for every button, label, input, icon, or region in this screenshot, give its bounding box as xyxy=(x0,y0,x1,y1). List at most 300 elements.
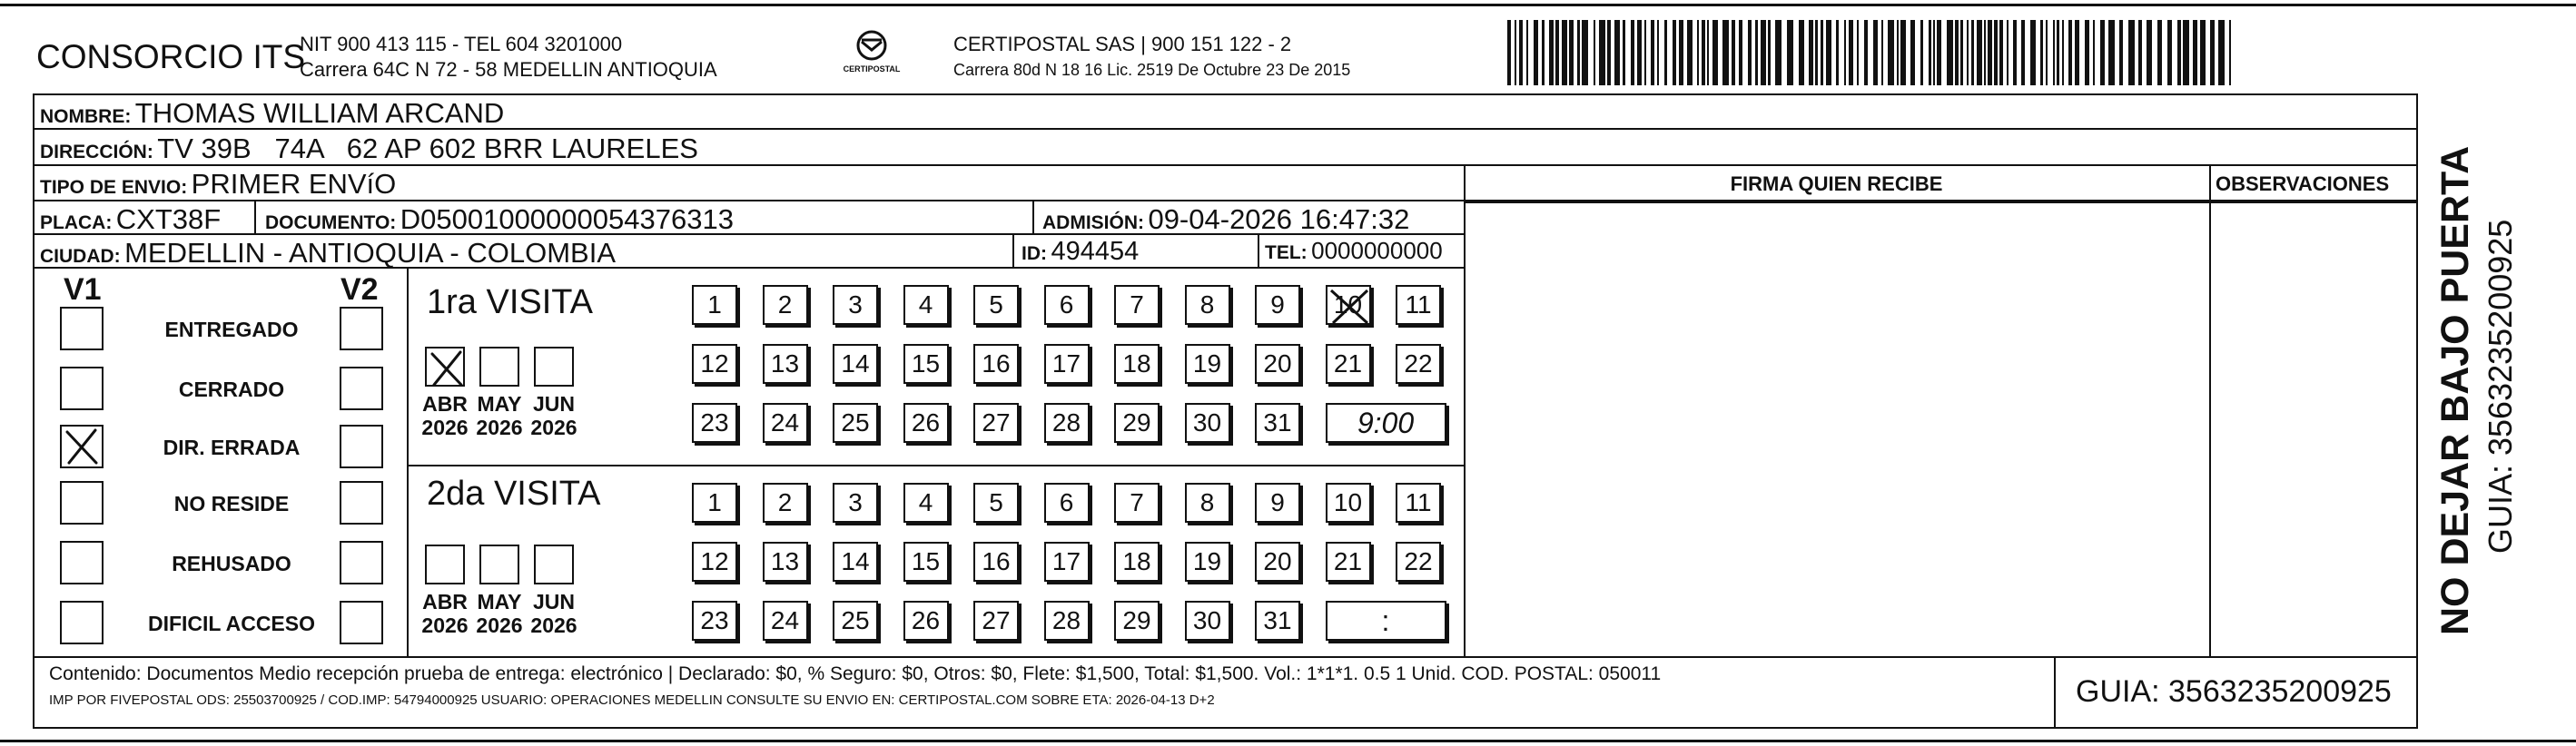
visit2-month-checkbox[interactable] xyxy=(425,545,465,584)
barcode-bar xyxy=(2128,20,2135,85)
tipo-envio-label: TIPO DE ENVIO: xyxy=(40,177,188,198)
barcode-bar xyxy=(1888,20,1894,85)
visit2-day-number: 7 xyxy=(1130,488,1144,516)
visit1-day-2[interactable] xyxy=(763,285,808,325)
barcode-bar xyxy=(2147,20,2152,85)
imp-line: IMP POR FIVEPOSTAL ODS: 25503700925 / COD.IMP: 54794000925 USUARIO: OPERACIONES MEDELLIN CONSULTE SU ENVIO EN: CERTIPOSTAL.COM SOBRE ETA: 2026-04-13 D+2 xyxy=(49,692,1215,708)
barcode-bar xyxy=(1748,20,1752,85)
barcode-bar xyxy=(1599,20,1605,85)
visit2-day-number: 25 xyxy=(841,606,870,634)
documento-value: D05001000000054376313 xyxy=(400,203,734,235)
visit2-day-number: 23 xyxy=(700,606,729,634)
visit1-day-29[interactable] xyxy=(1114,403,1160,443)
barcode-bar xyxy=(1722,20,1729,85)
barcode-bar xyxy=(1637,20,1642,85)
visit2-day-7[interactable] xyxy=(1114,483,1160,523)
visit2-day-17[interactable] xyxy=(1044,542,1090,582)
direccion-value: TV 39B 74A 62 AP 602 BRR LAURELES xyxy=(157,133,698,164)
visit1-day-27[interactable] xyxy=(973,403,1019,443)
direccion-label: DIRECCIÓN: xyxy=(40,142,153,162)
visit1-month-year: 2026 xyxy=(421,416,469,440)
visit1-day-number: 18 xyxy=(1122,349,1151,378)
visit1-month-checkbox[interactable] xyxy=(534,347,574,387)
barcode-bar xyxy=(1768,20,1771,85)
contenido-line: Contenido: Documentos Medio recepción prueba de entrega: electrónico | Declarado: $0, % Seguro: $0, Otros: $0, Flete: $1,500, Total: $1,500. Vol.: 1*1*1. 0.5 1 Unid. COD. POSTAL: 050011 xyxy=(49,663,1662,684)
status-v2-checkbox[interactable] xyxy=(340,307,383,350)
barcode-bar xyxy=(1673,20,1676,85)
visit2-title: 2da VISITA xyxy=(427,475,601,513)
visit1-day-16[interactable] xyxy=(973,344,1019,384)
visit2-day-9[interactable] xyxy=(1255,483,1300,523)
firma-header: FIRMA QUIEN RECIBE xyxy=(1730,172,1943,195)
visit1-day-number: 25 xyxy=(841,408,870,437)
visit2-day-5[interactable] xyxy=(973,483,1019,523)
barcode-bar xyxy=(1947,20,1953,85)
barcode-bar xyxy=(1864,20,1868,85)
visit1-day-17[interactable] xyxy=(1044,344,1090,384)
status-v2-checkbox[interactable] xyxy=(340,425,383,468)
visit2-time-field[interactable] xyxy=(1326,601,1446,641)
visit1-day-13[interactable] xyxy=(763,344,808,384)
grid-line xyxy=(33,93,2418,95)
visit2-day-number: 21 xyxy=(1333,547,1363,575)
grid-line xyxy=(33,93,35,729)
visit1-day-number: 21 xyxy=(1333,349,1363,378)
barcode-bar xyxy=(2119,20,2123,85)
barcode-bar xyxy=(1507,20,1511,85)
visit1-day-number: 13 xyxy=(770,349,800,378)
grid-line xyxy=(407,465,1464,466)
visit2-day-number: 31 xyxy=(1263,606,1292,634)
visit1-day-number: 27 xyxy=(982,408,1011,437)
status-label: REHUSADO xyxy=(172,552,291,575)
tipo-envio-row xyxy=(40,170,396,198)
visit1-day-number: 26 xyxy=(911,408,941,437)
visit1-time-field[interactable] xyxy=(1326,403,1446,443)
barcode-bar xyxy=(2108,20,2115,85)
top-border xyxy=(0,4,2576,6)
barcode-bar xyxy=(1910,20,1915,85)
v1-label: V1 xyxy=(64,272,102,307)
check-x-icon xyxy=(427,348,467,388)
barcode-bar xyxy=(1977,20,1982,85)
visit1-day-25[interactable] xyxy=(833,403,878,443)
visit1-day-23[interactable] xyxy=(692,403,737,443)
visit1-day-12[interactable] xyxy=(692,344,737,384)
visit2-day-number: 9 xyxy=(1270,488,1285,516)
status-v1-checkbox[interactable] xyxy=(60,481,104,525)
visit1-day-11[interactable] xyxy=(1396,285,1441,325)
barcode-bar xyxy=(2075,20,2079,85)
visit1-day-20[interactable] xyxy=(1255,344,1300,384)
visit1-day-number: 3 xyxy=(848,290,863,319)
visit1-day-18[interactable] xyxy=(1114,344,1160,384)
visit1-day-10[interactable] xyxy=(1326,285,1371,325)
visit1-day-7[interactable] xyxy=(1114,285,1160,325)
visit1-day-3[interactable] xyxy=(833,285,878,325)
placa-value: CXT38F xyxy=(115,203,222,235)
barcode-bar xyxy=(1549,20,1554,85)
grid-line xyxy=(2209,164,2211,656)
documento-label: DOCUMENTO: xyxy=(265,212,397,233)
visit1-day-number: 15 xyxy=(911,349,941,378)
visit2-day-number: 12 xyxy=(700,547,729,575)
visit1-month-checkbox[interactable] xyxy=(425,347,465,387)
visit2-day-19[interactable] xyxy=(1185,542,1230,582)
ciudad-label: CIUDAD: xyxy=(40,246,121,267)
visit1-day-number: 19 xyxy=(1192,349,1222,378)
day-mark-icon xyxy=(1327,287,1373,327)
side-warning: NO DEJAR BAJO PUERTA xyxy=(2433,145,2477,635)
visit2-day-number: 28 xyxy=(1051,606,1081,634)
visit1-month-checkbox[interactable] xyxy=(479,347,519,387)
barcode-bar xyxy=(1761,20,1766,85)
barcode-bar xyxy=(1623,20,1625,85)
visit2-day-number: 24 xyxy=(770,606,800,634)
grid-line xyxy=(1012,233,1014,267)
nombre-label: NOMBRE: xyxy=(40,106,132,127)
visit1-month-name: JUN xyxy=(532,392,575,416)
visit2-day-24[interactable] xyxy=(763,601,808,641)
barcode-bar xyxy=(1526,20,1528,85)
admision-value: 09-04-2026 16:47:32 xyxy=(1148,203,1410,235)
visit1-month-label xyxy=(472,392,527,440)
bottom-border xyxy=(0,740,2576,742)
barcode-bar xyxy=(2068,20,2072,85)
barcode-bar xyxy=(1809,20,1813,85)
visit2-day-30[interactable] xyxy=(1185,601,1230,641)
visit2-month-year: 2026 xyxy=(421,613,469,638)
admision-row xyxy=(1042,205,1409,233)
visit2-day-2[interactable] xyxy=(763,483,808,523)
direccion-row xyxy=(40,134,698,162)
visit2-day-number: 2 xyxy=(777,488,793,516)
barcode-bar xyxy=(2200,20,2206,85)
visit2-day-number: 19 xyxy=(1192,547,1222,575)
visit1-month-year: 2026 xyxy=(476,416,523,440)
grid-line xyxy=(2416,93,2418,729)
visit2-day-15[interactable] xyxy=(903,542,949,582)
barcode-bar xyxy=(1787,20,1793,85)
visit2-day-number: 27 xyxy=(982,606,1011,634)
visit2-day-number: 10 xyxy=(1333,488,1363,516)
barcode-bar xyxy=(1849,20,1853,85)
logo-caption: CERTIPOSTAL xyxy=(843,64,901,74)
visit1-day-1[interactable] xyxy=(692,285,737,325)
barcode-bar xyxy=(1999,20,2003,85)
grid-line xyxy=(407,267,409,656)
sender-address: Carrera 64C N 72 - 58 MEDELLIN ANTIOQUIA xyxy=(300,58,717,81)
ciudad-row xyxy=(40,239,616,267)
barcode-bar xyxy=(1857,20,1859,85)
status-v2-checkbox[interactable] xyxy=(340,541,383,584)
visit1-day-number: 5 xyxy=(989,290,1003,319)
visit1-day-24[interactable] xyxy=(763,403,808,443)
visit1-day-number: 1 xyxy=(707,290,722,319)
carrier-logo xyxy=(840,27,903,82)
barcode-bar xyxy=(2007,20,2008,85)
barcode-bar xyxy=(2218,20,2225,85)
nombre-value: THOMAS WILLIAM ARCAND xyxy=(134,97,505,129)
id-value: 494454 xyxy=(1051,237,1140,266)
barcode-bar xyxy=(2085,20,2089,85)
barcode-bar xyxy=(1614,20,1620,85)
visit1-month-name: MAY xyxy=(477,392,522,416)
status-v1-checkbox[interactable] xyxy=(60,425,104,468)
visit1-month-name: ABR xyxy=(422,392,468,416)
barcode-bar xyxy=(1577,20,1580,85)
visit2-day-23[interactable] xyxy=(692,601,737,641)
visit2-day-number: 26 xyxy=(911,606,941,634)
visit2-month-name: JUN xyxy=(532,590,575,613)
v2-label: V2 xyxy=(341,272,379,307)
visit2-month-year: 2026 xyxy=(530,613,577,638)
visit2-day-number: 11 xyxy=(1405,488,1432,516)
visit2-day-1[interactable] xyxy=(692,483,737,523)
visit1-month-label xyxy=(418,392,472,440)
barcode-bar xyxy=(2167,20,2172,85)
visit2-day-8[interactable] xyxy=(1185,483,1230,523)
barcode-bar xyxy=(2062,20,2064,85)
carrier-license: Carrera 80d N 18 16 Lic. 2519 De Octubre 23 De 2015 xyxy=(953,61,1351,79)
visit2-day-number: 6 xyxy=(1059,488,1074,516)
barcode-bar xyxy=(1707,20,1709,85)
barcode-bar xyxy=(2157,20,2162,85)
visit2-day-number: 29 xyxy=(1122,606,1151,634)
visit1-day-number: 31 xyxy=(1263,408,1292,437)
barcode-bar xyxy=(2093,20,2095,85)
visit2-day-number: 18 xyxy=(1122,547,1151,575)
grid-line xyxy=(33,656,2418,658)
barcode-bar xyxy=(2138,20,2142,85)
barcode-bar xyxy=(1994,20,1998,85)
visit1-day-number: 16 xyxy=(982,349,1011,378)
barcode-bar xyxy=(1755,20,1758,85)
status-label: ENTREGADO xyxy=(164,318,299,341)
id-row xyxy=(1022,239,1139,265)
status-v1-checkbox[interactable] xyxy=(60,307,104,350)
visit2-month-checkbox[interactable] xyxy=(534,545,574,584)
barcode-bar xyxy=(2177,20,2181,85)
visit1-day-number: 17 xyxy=(1051,349,1081,378)
nombre-row xyxy=(40,99,504,127)
visit1-day-number: 9 xyxy=(1270,290,1285,319)
visit2-day-number: 15 xyxy=(911,547,941,575)
visit2-day-14[interactable] xyxy=(833,542,878,582)
status-v1-checkbox[interactable] xyxy=(60,367,104,410)
status-label: CERRADO xyxy=(178,378,285,401)
visit2-month-name: ABR xyxy=(422,590,468,613)
admision-label: ADMISIÓN: xyxy=(1042,212,1144,233)
visit2-day-28[interactable] xyxy=(1044,601,1090,641)
barcode-bar xyxy=(1821,20,1823,85)
tipo-envio-value: PRIMER ENVíO xyxy=(191,168,397,200)
visit1-day-number: 23 xyxy=(700,408,729,437)
visit2-month-label xyxy=(418,590,472,638)
visit1-day-number: 24 xyxy=(770,408,800,437)
visit2-day-4[interactable] xyxy=(903,483,949,523)
visit1-day-6[interactable] xyxy=(1044,285,1090,325)
visit1-day-15[interactable] xyxy=(903,344,949,384)
visit1-day-30[interactable] xyxy=(1185,403,1230,443)
visit1-day-number: 22 xyxy=(1404,349,1433,378)
visit2-day-16[interactable] xyxy=(973,542,1019,582)
visit2-day-18[interactable] xyxy=(1114,542,1160,582)
visit1-day-number: 14 xyxy=(841,349,870,378)
observaciones-header: OBSERVACIONES xyxy=(2216,172,2390,195)
visit2-day-25[interactable] xyxy=(833,601,878,641)
visit1-day-19[interactable] xyxy=(1185,344,1230,384)
visit2-day-10[interactable] xyxy=(1326,483,1371,523)
visit2-day-number: 22 xyxy=(1404,547,1433,575)
visit2-day-number: 5 xyxy=(989,488,1003,516)
grid-line xyxy=(1464,201,2416,203)
status-v2-checkbox[interactable] xyxy=(340,481,383,525)
barcode-bar xyxy=(1937,20,1941,85)
id-label: ID: xyxy=(1022,243,1047,264)
visit2-day-11[interactable] xyxy=(1396,483,1441,523)
visit2-day-22[interactable] xyxy=(1396,542,1441,582)
status-label: DIR. ERRADA xyxy=(163,436,301,459)
barcode-bar xyxy=(1712,20,1718,85)
barcode-bar xyxy=(2210,20,2215,85)
visit2-day-31[interactable] xyxy=(1255,601,1300,641)
barcode-bar xyxy=(2013,20,2017,85)
barcode-bar xyxy=(1679,20,1683,85)
status-label: NO RESIDE xyxy=(173,492,290,515)
visit1-day-number: 2 xyxy=(777,290,793,319)
visit1-day-21[interactable] xyxy=(1326,344,1371,384)
visit1-day-number: 6 xyxy=(1059,290,1074,319)
barcode-bar xyxy=(1960,20,1963,85)
barcode-bar xyxy=(2183,20,2189,85)
sender-nit: NIT 900 413 115 - TEL 604 3201000 xyxy=(300,33,623,55)
visit1-day-number: 11 xyxy=(1405,290,1432,319)
barcode xyxy=(1507,20,2243,85)
guia-box: GUIA: 3563235200925 xyxy=(2076,674,2392,709)
visit2-day-29[interactable] xyxy=(1114,601,1160,641)
barcode-bar xyxy=(1881,20,1883,85)
tel-value: 0000000000 xyxy=(1311,237,1443,264)
barcode-bar xyxy=(1988,20,1992,85)
envelope-logo-icon xyxy=(840,27,903,82)
visit1-day-26[interactable] xyxy=(903,403,949,443)
side-guia: GUIA: 3563235200925 xyxy=(2482,219,2519,554)
visit1-day-4[interactable] xyxy=(903,285,949,325)
visit2-day-21[interactable] xyxy=(1326,542,1371,582)
visit1-day-8[interactable] xyxy=(1185,285,1230,325)
visit2-day-number: 3 xyxy=(848,488,863,516)
barcode-bar xyxy=(1897,20,1899,85)
visit1-day-14[interactable] xyxy=(833,344,878,384)
visit2-day-number: 4 xyxy=(918,488,933,516)
visit2-day-number: 30 xyxy=(1192,606,1222,634)
visit1-day-22[interactable] xyxy=(1396,344,1441,384)
grid-line xyxy=(1032,200,1034,233)
barcode-bar xyxy=(1664,20,1667,85)
barcode-bar xyxy=(1582,20,1588,85)
barcode-bar xyxy=(1562,20,1567,85)
visit1-day-9[interactable] xyxy=(1255,285,1300,325)
status-label: DIFICIL ACCESO xyxy=(147,612,315,635)
barcode-bar xyxy=(1844,20,1846,85)
grid-line xyxy=(254,200,256,233)
barcode-bar xyxy=(1826,20,1831,85)
barcode-bar xyxy=(1607,20,1611,85)
visit2-day-13[interactable] xyxy=(763,542,808,582)
visit1-day-number: 8 xyxy=(1199,290,1215,319)
barcode-bar xyxy=(1594,20,1595,85)
visit1-day-number: 7 xyxy=(1130,290,1144,319)
barcode-bar xyxy=(1971,20,1974,85)
visit2-day-26[interactable] xyxy=(903,601,949,641)
grid-line xyxy=(33,164,2418,166)
status-v2-checkbox[interactable] xyxy=(340,601,383,644)
visit1-title: 1ra VISITA xyxy=(427,283,594,321)
barcode-bar xyxy=(1687,20,1693,85)
visit1-day-number: 10 xyxy=(1333,290,1363,319)
barcode-bar xyxy=(1732,20,1735,85)
visit1-day-number: 28 xyxy=(1051,408,1081,437)
barcode-bar xyxy=(1967,20,1969,85)
barcode-bar xyxy=(1955,20,1959,85)
barcode-bar xyxy=(1657,20,1659,85)
barcode-bar xyxy=(1739,20,1742,85)
barcode-bar xyxy=(1984,20,1986,85)
barcode-bar xyxy=(1702,20,1705,85)
barcode-bar xyxy=(1900,20,1906,85)
placa-row xyxy=(40,205,221,233)
visit1-day-31[interactable] xyxy=(1255,403,1300,443)
barcode-bar xyxy=(1697,20,1699,85)
visit2-month-checkbox[interactable] xyxy=(479,545,519,584)
tel-row xyxy=(1265,239,1443,262)
barcode-bar xyxy=(1873,20,1878,85)
visit1-day-number: 4 xyxy=(918,290,933,319)
barcode-bar xyxy=(1519,20,1523,85)
visit2-day-6[interactable] xyxy=(1044,483,1090,523)
visit2-day-12[interactable] xyxy=(692,542,737,582)
visit2-day-number: 1 xyxy=(707,488,722,516)
visit2-day-20[interactable] xyxy=(1255,542,1300,582)
visit1-day-number: 29 xyxy=(1122,408,1151,437)
barcode-bar xyxy=(2193,20,2197,85)
grid-line xyxy=(33,727,2418,729)
visit1-day-number: 12 xyxy=(700,349,729,378)
visit2-day-number: 13 xyxy=(770,547,800,575)
visit1-day-number: 30 xyxy=(1192,408,1222,437)
visit1-day-5[interactable] xyxy=(973,285,1019,325)
barcode-bar xyxy=(1542,20,1545,85)
status-v1-checkbox[interactable] xyxy=(60,601,104,644)
barcode-bar xyxy=(1631,20,1634,85)
barcode-bar xyxy=(2100,20,2105,85)
grid-line xyxy=(1464,164,1466,656)
visit2-day-number: 16 xyxy=(982,547,1011,575)
visit1-day-28[interactable] xyxy=(1044,403,1090,443)
visit2-day-3[interactable] xyxy=(833,483,878,523)
barcode-bar xyxy=(2046,20,2048,85)
placa-label: PLACA: xyxy=(40,212,113,233)
visit1-time-value: 9:00 xyxy=(1357,406,1415,439)
visit2-day-number: 14 xyxy=(841,547,870,575)
status-v2-checkbox[interactable] xyxy=(340,367,383,410)
visit2-day-27[interactable] xyxy=(973,601,1019,641)
barcode-bar xyxy=(1651,20,1654,85)
barcode-bar xyxy=(1644,20,1646,85)
status-v1-checkbox[interactable] xyxy=(60,541,104,584)
barcode-bar xyxy=(1534,20,1538,85)
